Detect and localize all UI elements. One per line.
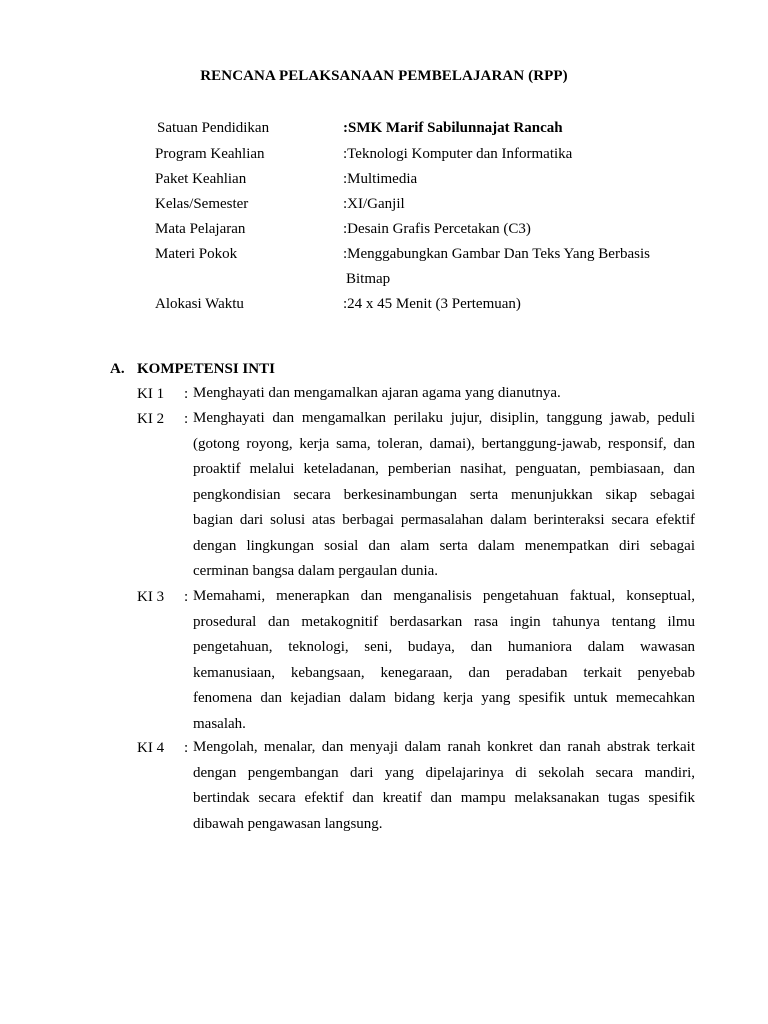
info-value-alokasi-waktu: :24 x 45 Menit (3 Pertemuan) [343,296,521,312]
ki-2-text [193,406,695,585]
ki-3-line: Memahami, menerapkan dan menganalisis pengetahuan faktual, konseptual, [193,588,695,604]
info-label-materi-pokok: Materi Pokok [155,246,238,262]
ki-2-line: proaktif melalui keteladanan, pemberian nasihat, penguatan, pembiasaan, dan [193,461,695,477]
info-value-program-keahlian: :Teknologi Komputer dan Informatika [343,146,573,162]
ki-2-line: Menghayati dan mengamalkan perilaku jujur, disiplin, tanggung jawab, peduli [193,410,695,426]
info-value-materi-pokok: :Menggabungkan Gambar Dan Teks Yang Berbasis [343,246,650,262]
info-label-kelas-semester: Kelas/Semester [155,196,249,212]
info-label-program-keahlian: Program Keahlian [155,146,265,162]
section-a-title: KOMPETENSI INTI [137,361,275,377]
info-value-satuan-pendidikan: :SMK Marif Sabilunnajat Rancah [343,120,563,136]
ki-1-label: KI 1 [137,386,165,402]
ki-3-label: KI 3 [137,589,165,605]
info-label-alokasi-waktu: Alokasi Waktu [155,296,244,312]
ki-3-colon: : [184,589,189,605]
ki-2-label: KI 2 [137,411,165,427]
ki-2-colon: : [184,411,189,427]
ki-4-line: dengan pengembangan dari yang dipelajarinya di sekolah secara mandiri, [193,764,695,781]
ki-2-line: pengkondisian secara berkesinambungan serta menunjukkan sikap sebagai [193,486,695,503]
ki-1-text [193,381,695,407]
ki-3-line: masalah. [193,715,246,732]
ki-3-line: pengetahuan, teknologi, seni, budaya, dan humaniora dalam wawasan [193,639,695,655]
ki-2-line: dengan lingkungan sosial dan alam serta dalam menempatkan diri sebagai [193,537,695,554]
ki-4-text [193,735,695,837]
info-value-materi-pokok-continuation: Bitmap [346,271,391,287]
ki-4-colon: : [184,740,189,756]
ki-3-text [193,584,695,737]
ki-1-colon: : [184,386,189,402]
ki-4-label: KI 4 [137,740,165,756]
ki-1-line: Menghayati dan mengamalkan ajaran agama yang dianutnya. [193,385,561,401]
ki-4-line: dibawah pengawasan langsung. [193,815,383,832]
ki-4-line: Mengolah, menalar, dan menyaji dalam ranah konkret dan ranah abstrak terkait [193,739,695,755]
ki-2-line: bagian dari solusi atas berbagai permasalahan dalam berinteraksi secara efektif [193,512,695,528]
ki-3-line: prosedural dan metakognitif berdasarkan rasa ingin tahunya tentang ilmu [193,613,695,630]
info-value-paket-keahlian: :Multimedia [343,171,418,187]
ki-3-line: kemanusiaan, kebangsaan, kenegaraan, dan peradaban terkait penyebab [193,664,695,681]
ki-4-line: bertindak secara efektif dan kreatif dan mampu melaksanakan tugas spesifik [193,790,695,806]
document-title: RENCANA PELAKSANAAN PEMBELAJARAN (RPP) [200,68,568,84]
ki-3-line: fenomena dan kejadian dalam bidang kerja yang spesifik untuk memecahkan [193,690,695,706]
info-value-mata-pelajaran: :Desain Grafis Percetakan (C3) [343,221,531,237]
info-label-mata-pelajaran: Mata Pelajaran [155,221,246,237]
info-label-satuan-pendidikan: Satuan Pendidikan [157,120,270,136]
info-value-kelas-semester: :XI/Ganjil [343,196,405,212]
ki-2-line: (gotong royong, kerja sama, toleran, damai), bertanggung-jawab, responsif, dan [193,435,695,452]
section-a-letter: A. [110,361,125,377]
info-label-paket-keahlian: Paket Keahlian [155,171,247,187]
ki-2-line: cerminan bangsa dalam pergaulan dunia. [193,563,439,579]
